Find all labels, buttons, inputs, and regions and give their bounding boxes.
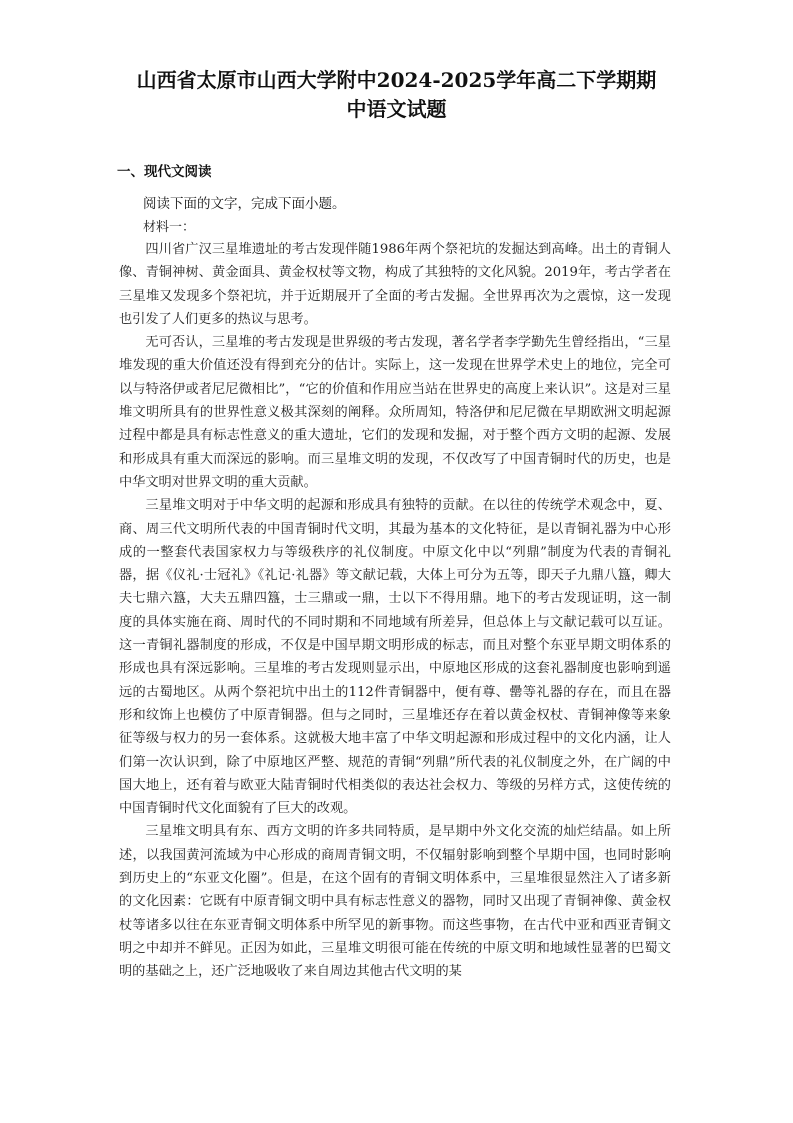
document-title: [100, 66, 693, 124]
section-heading: 一、现代文阅读: [117, 164, 212, 180]
paragraph: 无可否认，三星堆的考古发现是世界级的考古发现，著名学者李学勤先生曾经指出，“三星堆发现的重大价值还没有得到充分的估计。实际上，这一发现在世界学术史上的地位，完全可以与特洛伊或者尼尼微相比”，“它的价值和作用应当站在世界史的高度上来认识”。这是对三星堆文明所具有的世界性意义极其深刻的阐释。众所周知，特洛伊和尼尼微在早期欧洲文明起源过程中都是具有标志性意义的重大遗址，它们的发现和发掘，对于整个西方文明的起源、发展和形成具有重大而深远的影响。而三星堆文明的发现，不仅改写了中国青铜时代的历史，也是中华文明对世界文明的重大贡献。: [119, 335, 671, 490]
paragraph: 三星堆文明对于中华文明的起源和形成具有独特的贡献。在以往的传统学术观念中，夏、商、周三代文明所代表的中国青铜时代文明，其最为基本的文化特征，是以青铜礼器为中心形成的一整套代表国家权力与等级秩序的礼仪制度。中原文化中以“列鼎”制度为代表的青铜礼器，据《仪礼·士冠礼》《礼记·礼器》等文献记载，大体上可分为五等，即天子九鼎八簋，卿大夫七鼎六簋，大夫五鼎四簋，士三鼎或一鼎，士以下不得用鼎。地下的考古发现证明，这一制度的具体实施在商、周时代的不同时期和不同地域有所差异，但总体上与文献记载可以互证。这一青铜礼器制度的形成，不仅是中国早期文明形成的标志，而且对整个东亚早期文明体系的形成也具有深远影响。三星堆的考古发现则显示出，中原地区形成的这套礼器制度也影响到遥远的古蜀地区。从两个祭祀坑中出土的112件青铜器中，便有尊、罍等礼器的存在，而且在器形和纹饰上也模仿了中原青铜器。但与之同时，三星堆还存在着以黄金权杖、青铜神像等来象征等级与权力的另一套体系。这就极大地丰富了中华文明起源和形成过程中的文化内涵，让人们第一次认识到，除了中原地区严整、规范的青铜“列鼎”所代表的礼仪制度之外，在广阔的中国大地上，还有着与欧亚大陆青铜时代相类似的表达社会权力、等级的另样方式，这使传统的中国青铜时代文化面貌有了巨大的改观。: [119, 498, 671, 817]
paragraph: 四川省广汉三星堆遗址的考古发现伴随1986年两个祭祀坑的发掘达到高峰。出土的青铜人像、青铜神树、黄金面具、黄金权杖等文物，构成了其独特的文化风貌。2019年，考古学者在三星堆又发现多个祭祀坑，并于近期展开了全面的考古发掘。全世界再次为之震惊，这一发现也引发了人们更多的热议与思考。: [119, 242, 671, 327]
paragraph: 三星堆文明具有东、西方文明的许多共同特质，是早期中外文化交流的灿烂结晶。如上所述，以我国黄河流域为中心形成的商周青铜文明，不仅辐射影响到整个早期中国，也同时影响到历史上的“东亚文化圈”。但是，在这个固有的青铜文明体系中，三星堆很显然注入了诸多新的文化因素：它既有中原青铜文明中具有标志性意义的器物，同时又出现了青铜神像、黄金权杖等诸多以往在东亚青铜文明体系中所罕见的新事物。而这些事物，在古代中亚和西亚青铜文明之中却并不鲜见。正因为如此，三星堆文明很可能在传统的中原文明和地域性显著的巴蜀文明的基础之上，还广泛地吸收了来自周边其他古代文明的某: [119, 824, 671, 980]
title-line-1: 山西省太原市山西大学附中2024-2025学年高二下学期期: [136, 68, 657, 92]
title-line-2: 中语文试题: [346, 97, 447, 121]
reading-instruction: 阅读下面的文字，完成下面小题。: [143, 196, 346, 212]
material-label: 材料一：: [143, 220, 196, 235]
passage-body: [119, 238, 671, 984]
